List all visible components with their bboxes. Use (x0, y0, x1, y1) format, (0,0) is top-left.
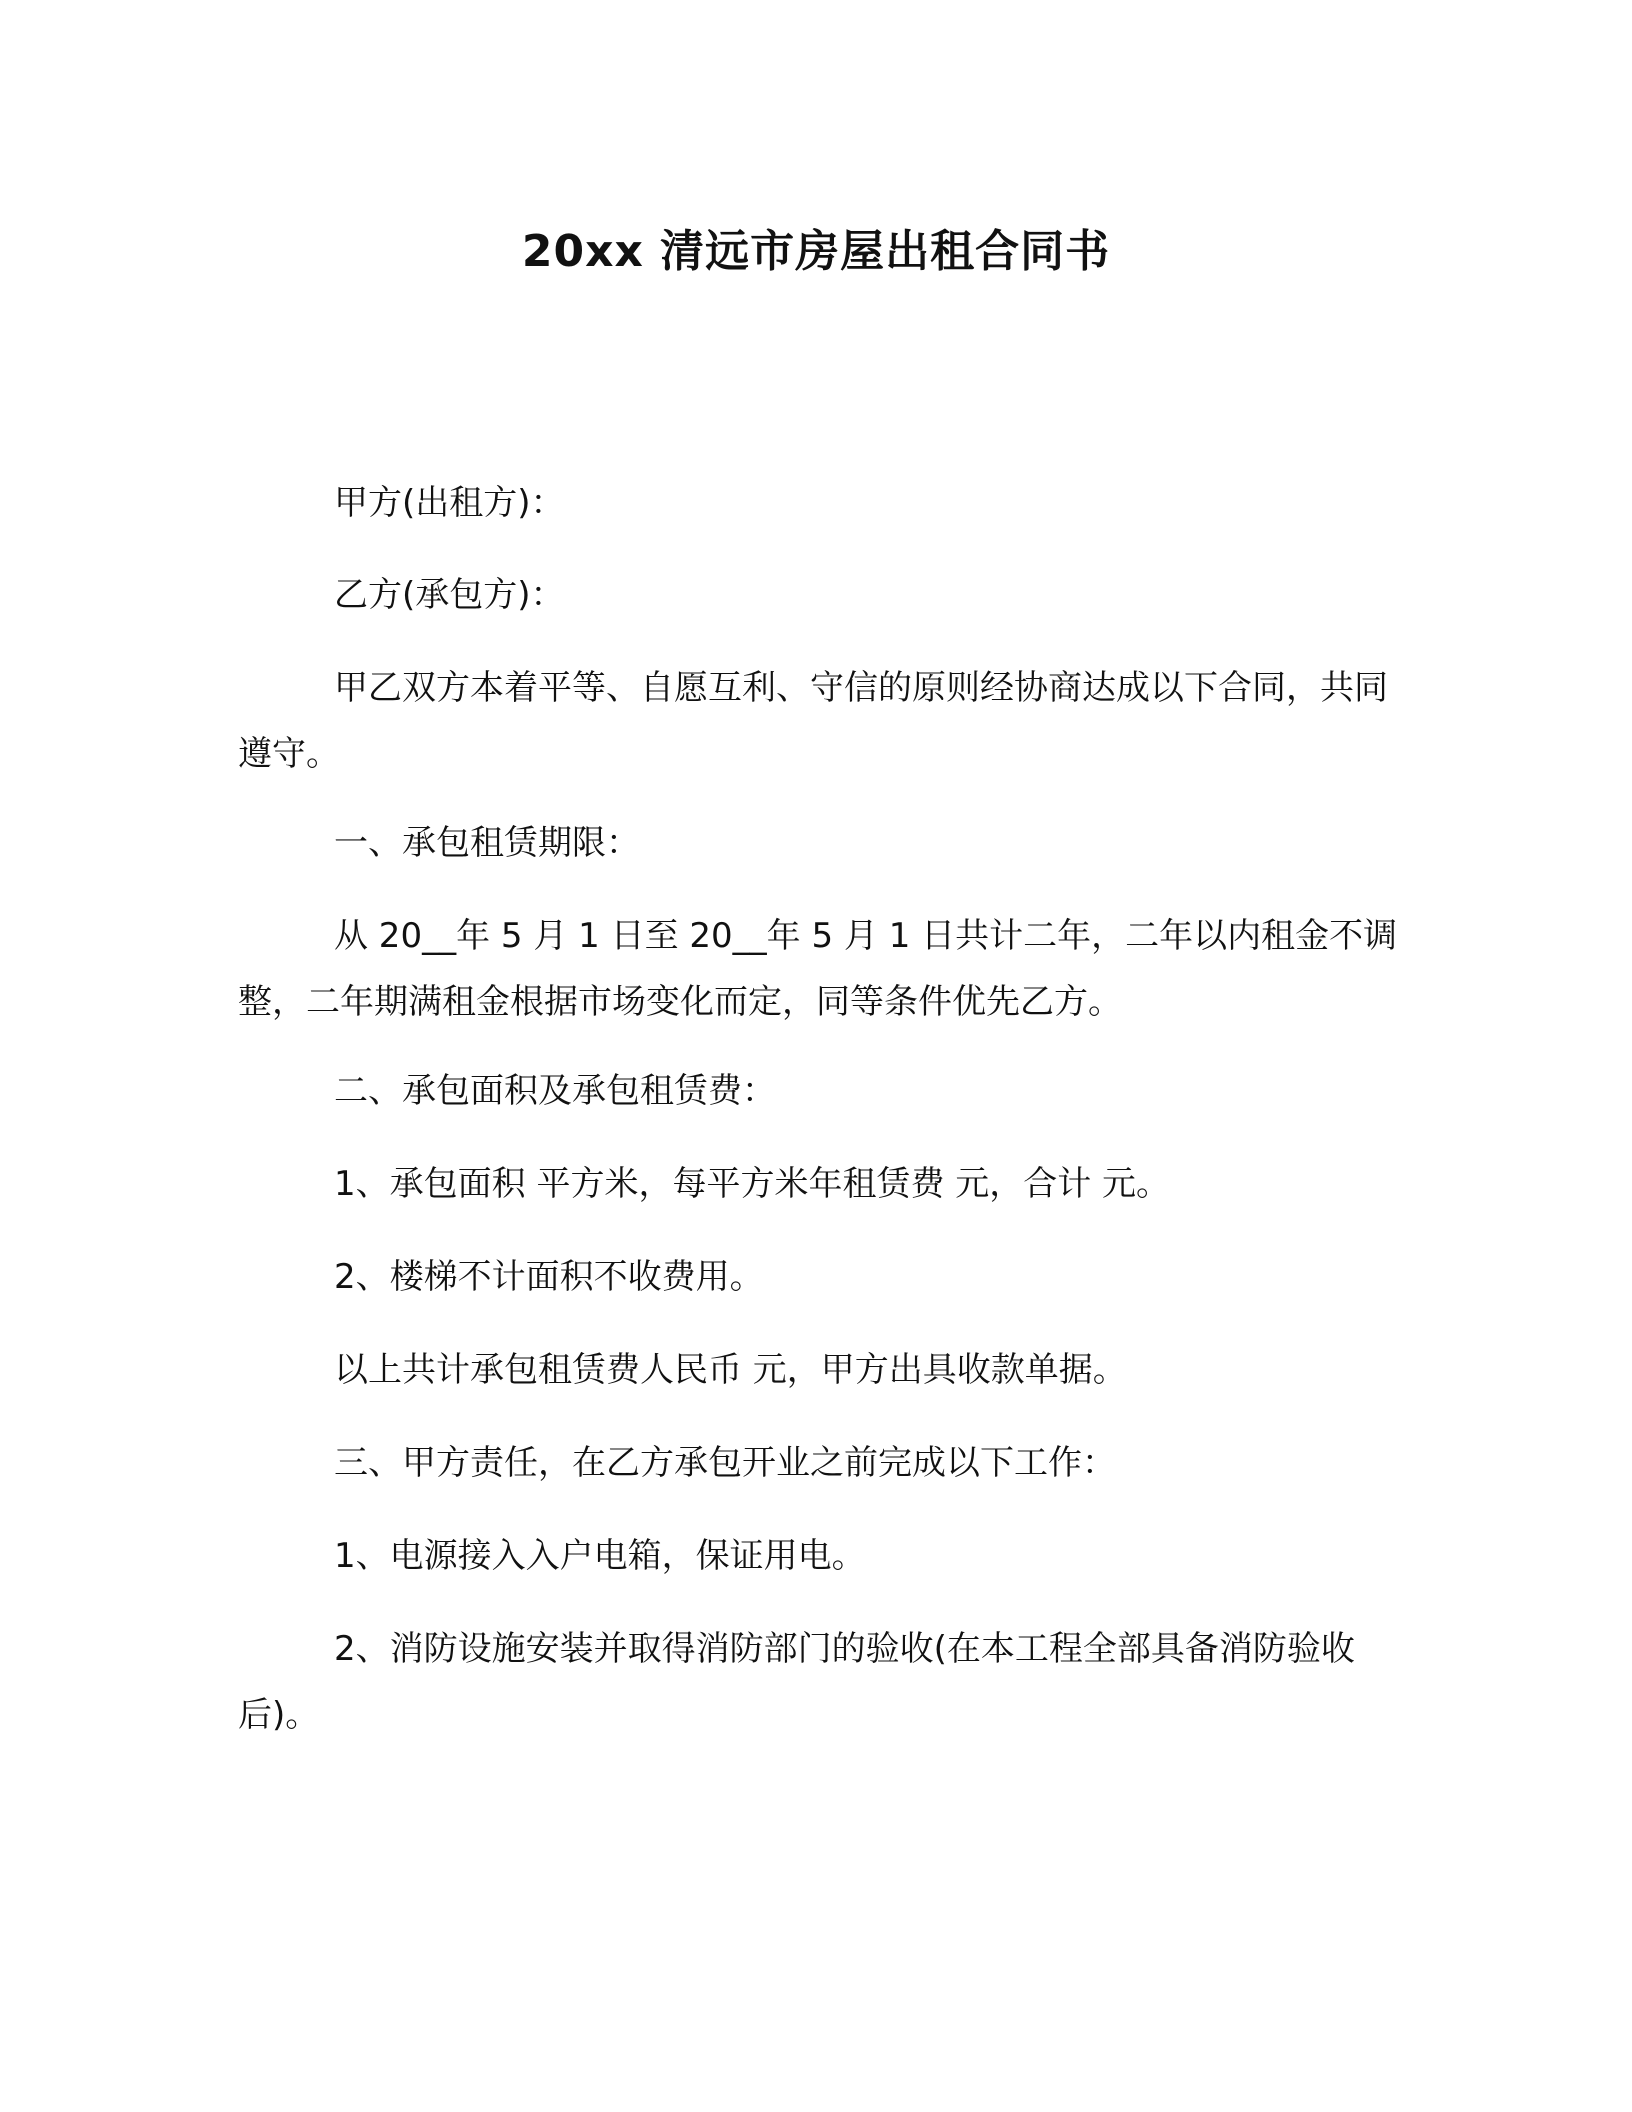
paragraph-section-2-heading: 二、承包面积及承包租赁费： (334, 1071, 776, 1111)
paragraph-area-rent: 1、承包面积 平方米，每平方米年租赁费 元，合计 元。 (334, 1164, 1171, 1204)
paragraph-agreement-intro: 甲乙双方本着平等、自愿互利、守信的原则经协商达成以下合同，共同遵守。 (238, 668, 1388, 774)
paragraph-section-3-heading: 三、甲方责任，在乙方承包开业之前完成以下工作： (334, 1443, 1116, 1483)
paragraph-party-b: 乙方(承包方)： (334, 575, 565, 615)
paragraph-power-supply: 1、电源接入入户电箱，保证用电。 (334, 1536, 866, 1576)
paragraph-lease-term: 从 20__年 5 月 1 日至 20__年 5 月 1 日共计二年，二年以内租金不调整，二年期满租金根据市场变化而定，同等条件优先乙方。 (238, 916, 1398, 1022)
document-title: 20xx 清远市房屋出租合同书 (521, 226, 1111, 277)
paragraph-section-1-heading: 一、承包租赁期限： (334, 823, 640, 863)
paragraph-fire-safety: 2、消防设施安装并取得消防部门的验收(在本工程全部具备消防验收后)。 (238, 1629, 1355, 1735)
paragraph-total-rent: 以上共计承包租赁费人民币 元，甲方出具收款单据。 (334, 1350, 1127, 1390)
paragraph-stairs: 2、楼梯不计面积不收费用。 (334, 1257, 764, 1297)
paragraph-party-a: 甲方(出租方)： (334, 483, 565, 523)
